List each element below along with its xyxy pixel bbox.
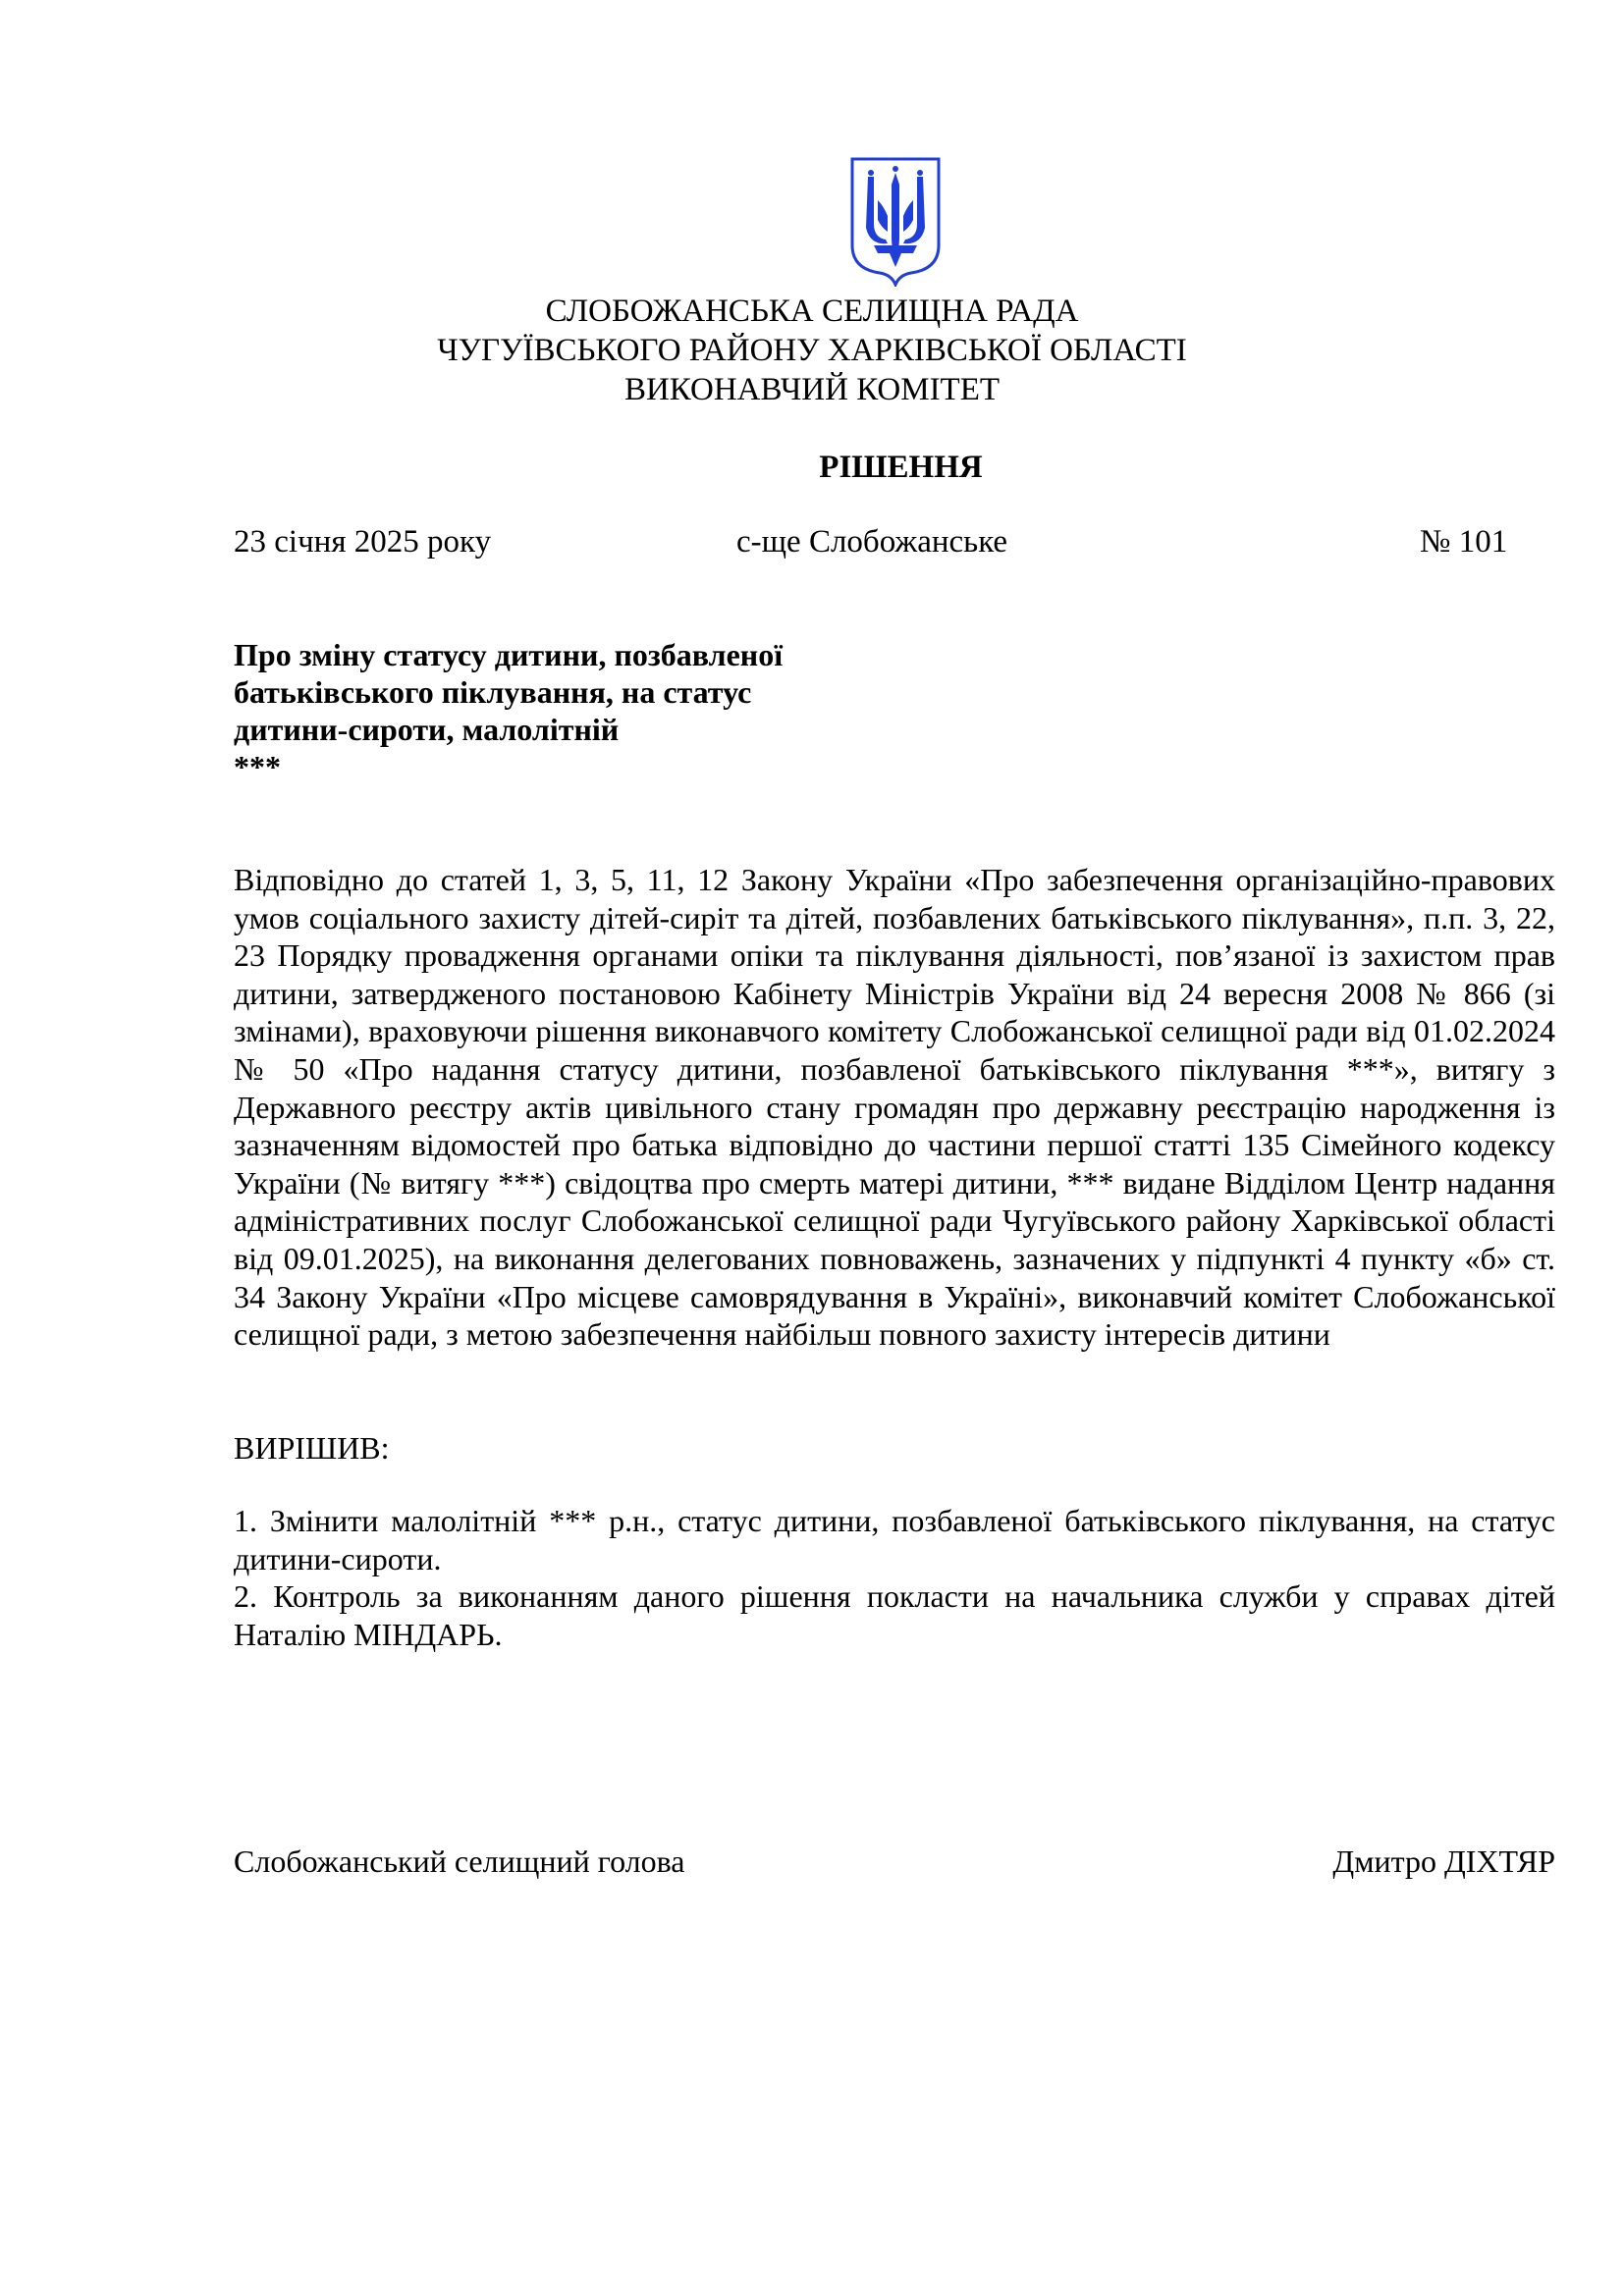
header-district-region: ЧУГУЇВСЬКОГО РАЙОНУ ХАРКІВСЬКОЇ ОБЛАСТІ (437, 333, 1187, 368)
decision-place: с-ще Слобожанське (736, 524, 1008, 560)
subject-line: Про зміну статусу дитини, позбавленої (234, 637, 784, 672)
header-council-name: СЛОБОЖАНСЬКА СЕЛИЩНА РАДА (545, 294, 1079, 329)
signatory-name: Дмитро ДІХТЯР (1332, 1843, 1555, 1879)
resolution-items (234, 1502, 1555, 1653)
subject-line: батьківського піклування, на статус (234, 674, 752, 710)
preamble-paragraph: Відповідно до статей 1, 3, 5, 11, 12 Закону України «Про забезпечення організаційно-правових умов соціального захисту дітей-сиріт та дітей, позбавлених батьківського піклування», п.п. 3, 22, 23 Порядку провадження органами опіки та піклування діяльності, пов’язаної із захистом прав дитини, затвердженого постановою Кабінету Міністрів України від 24 вересня 2008 № 866 (зі змінами), враховуючи рішення виконавчого комітету Слобожанської селищної ради від 01.02.2024 № 50 «Про надання статусу дитини, позбавленої батьківського піклування ***», витягу з Державного реєстру актів цивільного стану громадян про державну реєстрацію народження із зазначенням відомостей про батька відповідно до частини першої статті 135 Сімейного кодексу України (№ витягу ***) свідоцтва про смерть матері дитини, *** видане Відділом Центр надання адміністративних послуг Слобожанської селищної ради Чугуївського району Харківської області від 09.01.2025), на виконання делегованих повноважень, зазначених у підпункті 4 пункту «б» ст. 34 Закону України «Про місцеве самоврядування в Україні», виконавчий комітет Слобожанської селищної ради, з метою забезпечення найбільш повного захисту інтересів дитини (234, 862, 1555, 1353)
decision-number: № 101 (1420, 524, 1508, 560)
subject-line: *** (234, 749, 281, 784)
signatory-position: Слобожанський селищний голова (234, 1843, 685, 1879)
resolution-item: 1. Змінити малолітній *** р.н., статус дитини, позбавленої батьківського піклування, на статус дитини-сироти. (234, 1503, 1555, 1576)
resolution-item: 2. Контроль за виконанням даного рішення покласти на начальника служби у справах дітей Наталію МІНДАРЬ. (234, 1578, 1555, 1652)
header-executive-committee: ВИКОНАВЧИЙ КОМІТЕТ (623, 372, 1001, 407)
resolved-heading: ВИРІШИВ: (234, 1430, 390, 1466)
decision-date: 23 січня 2025 року (234, 524, 492, 560)
coat-of-arms-of-ukraine-icon (848, 155, 943, 287)
decision-subject (234, 636, 921, 785)
decision-title: РІШЕННЯ (819, 450, 983, 485)
subject-line: дитини-сироти, малолітній (234, 712, 620, 747)
